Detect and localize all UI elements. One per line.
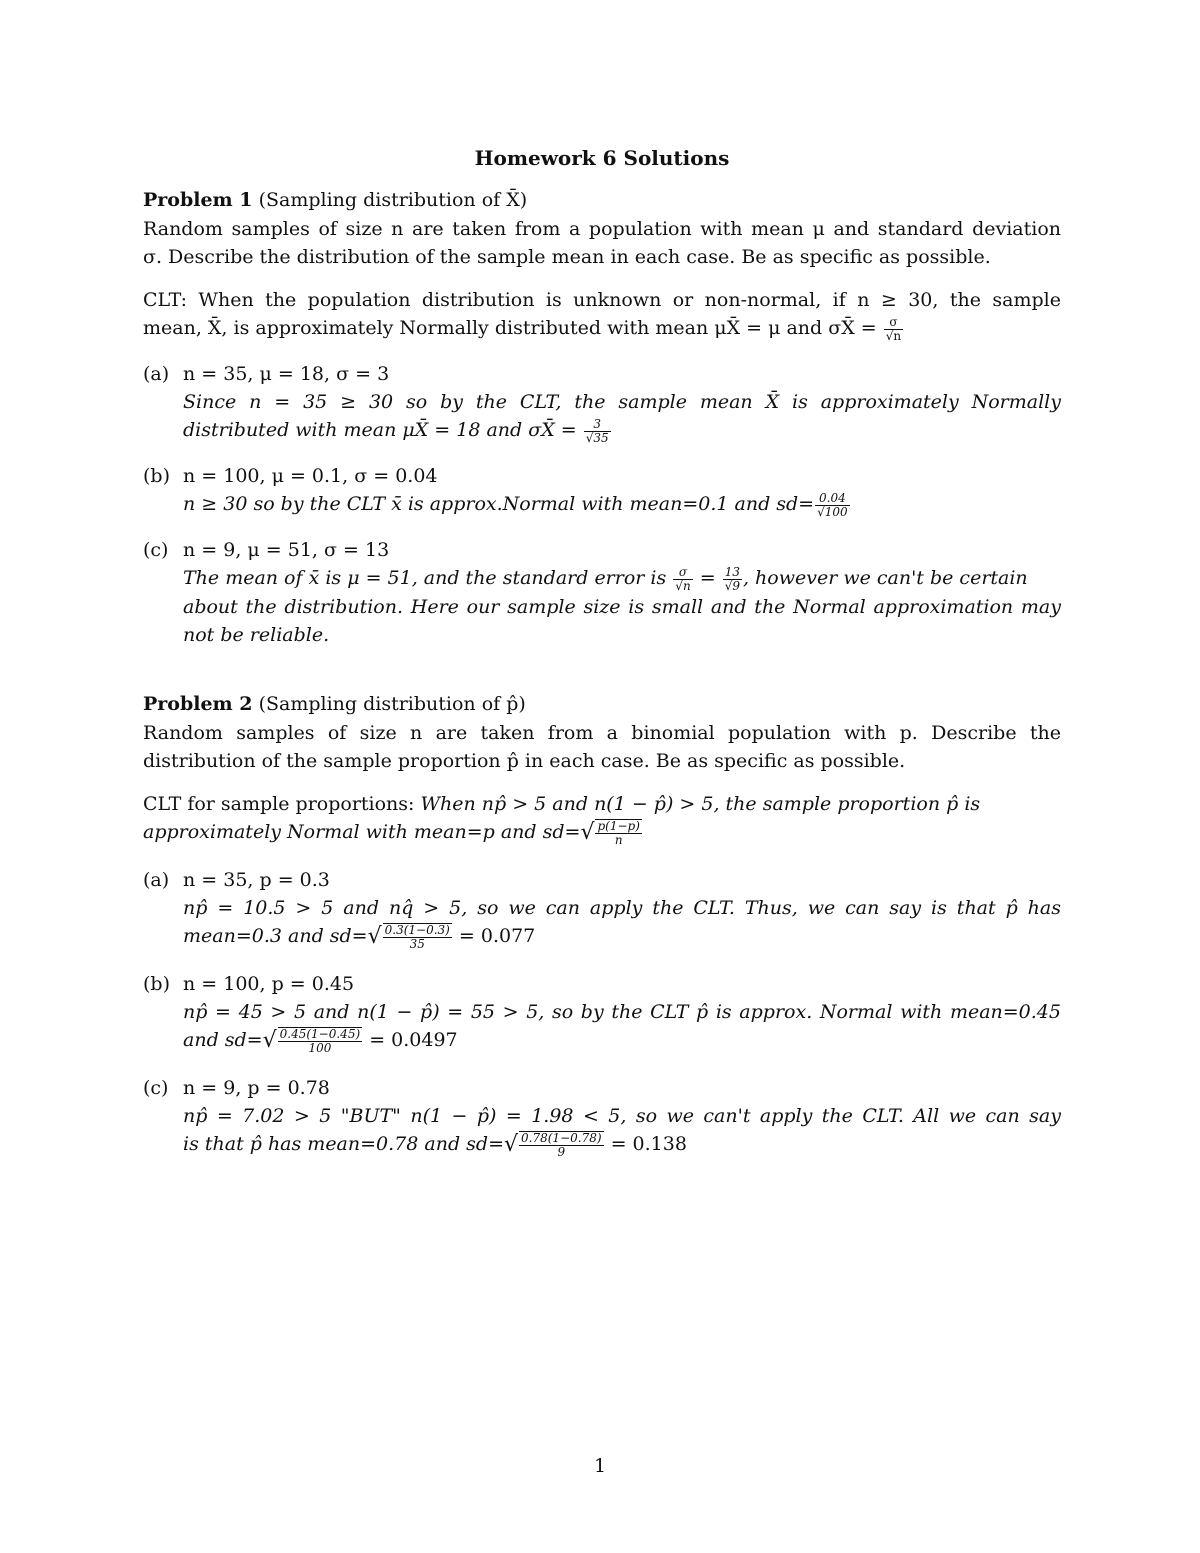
part-given: n = 35, p = 0.3: [183, 869, 330, 891]
problem2-clt-line1: [143, 790, 1061, 818]
part-label: (a): [143, 363, 170, 385]
problem1-heading-rest: (Sampling distribution of X̄): [258, 189, 528, 211]
solution-line1: np̂ = 10.5 > 5 and nq̂ > 5, so we can apply the CLT. Thus, we can say is that p̂ has: [183, 897, 1061, 919]
problem2-clt-statement: When np̂ > 5 and n(1 − p̂) > 5, the sample proportion p̂ is: [420, 793, 981, 815]
solution-fraction-1: [673, 566, 692, 593]
solution-fraction: [383, 923, 452, 951]
fraction-denominator: 9: [557, 1145, 566, 1159]
fraction-numerator: 0.04: [815, 492, 850, 506]
problem1-intro-line2: σ. Describe the distribution of the sample mean in each case. Be as specific as possible.: [143, 246, 991, 268]
problem2-heading-bold: Problem 2: [143, 693, 253, 715]
solution-result: = 0.077: [458, 925, 536, 947]
solution-fraction: [584, 418, 611, 445]
part-given: n = 9, p = 0.78: [183, 1077, 330, 1099]
problem2-clt-label: CLT for sample proportions:: [143, 793, 415, 815]
part-given: n = 100, μ = 0.1, σ = 0.04: [183, 465, 438, 487]
fraction-numerator: 3: [584, 418, 611, 432]
problem1-heading: [143, 186, 1061, 214]
fraction-denominator: 100: [308, 1041, 332, 1055]
solution-line2-text: is that p̂ has mean=0.78 and sd=: [183, 1133, 504, 1155]
problem2-heading: [143, 690, 1061, 718]
part-label: (b): [143, 973, 170, 995]
part-label: (c): [143, 539, 169, 561]
solution-line3: not be reliable.: [183, 623, 330, 646]
problem1-intro: [143, 215, 1061, 271]
solution-fraction: [519, 1131, 604, 1159]
fraction-numerator: 0.45(1−0.45): [279, 1027, 361, 1041]
problem2-intro-line2: distribution of the sample proportion p̂ in each case. Be as specific as possible.: [143, 750, 906, 772]
problem1-clt-line2: [143, 314, 1061, 343]
fraction-numerator: p(1−p): [597, 819, 640, 833]
part-given: n = 9, μ = 51, σ = 13: [183, 539, 390, 561]
solution-line1-text: The mean of x̄ is μ = 51, and the standard error is: [183, 567, 667, 589]
part-given: n = 100, p = 0.45: [183, 973, 355, 995]
solution-line2: [183, 1130, 1061, 1159]
solution-fraction: [815, 492, 850, 519]
solution-line2-text: distributed with mean μX̄ = 18 and σX̄ =: [183, 419, 577, 441]
fraction-denominator: √n: [675, 578, 691, 593]
solution-line1: [183, 490, 1061, 519]
equals-sign: =: [699, 567, 716, 589]
fraction-denominator: n: [614, 833, 623, 847]
solution-line2: about the distribution. Here our sample size is small and the Normal approximation may: [183, 595, 1061, 618]
problem2-intro: [143, 719, 1061, 775]
solution-line1: np̂ = 7.02 > 5 "BUT" n(1 − p̂) = 1.98 < 5, so we can't apply the CLT. All we can say: [183, 1105, 1061, 1127]
fraction-numerator: σ: [673, 566, 692, 580]
solution-line2: [183, 1026, 1061, 1055]
sqrt-symbol: √: [262, 1028, 277, 1053]
problem2-clt-line2-text: approximately Normal with mean=p and sd=: [143, 821, 581, 843]
part-given: n = 35, μ = 18, σ = 3: [183, 363, 390, 385]
problem1-clt: [143, 286, 1061, 343]
sqrt-symbol: √: [367, 924, 382, 949]
solution-line1-text: n ≥ 30 so by the CLT x̄ is approx.Normal with mean=0.1 and sd=: [183, 493, 815, 515]
problem1-heading-bold: Problem 1: [143, 189, 253, 211]
problem2-clt-line2: [143, 818, 1061, 847]
sqrt-symbol: √: [580, 820, 595, 845]
fraction-denominator: √n: [885, 328, 902, 343]
problem2-clt-fraction: [595, 819, 641, 847]
fraction-numerator: 0.3(1−0.3): [384, 923, 450, 937]
solution-line2: [183, 416, 1061, 445]
problem2-intro-line1: Random samples of size n are taken from a binomial population with p. Describe the: [143, 722, 1061, 744]
sqrt-symbol: √: [504, 1132, 519, 1157]
solution-line2: [183, 922, 1061, 951]
solution-result: = 0.0497: [369, 1029, 458, 1051]
problem1-clt-line1: CLT: When the population distribution is unknown or non-normal, if n ≥ 30, the sample: [143, 289, 1061, 311]
fraction-denominator: 35: [409, 937, 425, 951]
problem1-clt-fraction: [884, 316, 903, 343]
solution-fraction: [278, 1027, 363, 1055]
problem1-intro-line1: Random samples of size n are taken from a population with mean μ and standard deviation: [143, 218, 1061, 240]
solution-line1-tail: , however we can't be certain: [742, 567, 1028, 589]
part-label: (c): [143, 1077, 169, 1099]
fraction-denominator: √100: [817, 504, 848, 519]
page-title: Homework 6 Solutions: [474, 146, 730, 170]
problem1-clt-line2-text: mean, X̄, is approximately Normally distributed with mean μX̄ = μ and σX̄ =: [143, 317, 877, 339]
solution-fraction-2: [723, 566, 742, 593]
solution-result: = 0.138: [610, 1133, 687, 1155]
fraction-numerator: σ: [884, 316, 903, 330]
problem2-heading-rest: (Sampling distribution of p̂): [258, 693, 526, 715]
fraction-numerator: 0.78(1−0.78): [521, 1131, 602, 1145]
part-label: (b): [143, 465, 170, 487]
solution-line1: [183, 564, 1061, 593]
problem2-clt: [143, 790, 1061, 847]
solution-line1: Since n = 35 ≥ 30 so by the CLT, the sample mean X̄ is approximately Normally: [183, 391, 1061, 413]
fraction-denominator: √9: [724, 578, 740, 593]
fraction-denominator: √35: [585, 430, 609, 445]
fraction-numerator: 13: [724, 564, 740, 579]
solution-line2-text: mean=0.3 and sd=: [183, 925, 368, 947]
page-number: 1: [593, 1455, 607, 1477]
solution-line1: np̂ = 45 > 5 and n(1 − p̂) = 55 > 5, so by the CLT p̂ is approx. Normal with mean=0.45: [183, 1001, 1061, 1023]
solution-line2-text: and sd=: [183, 1029, 263, 1051]
part-label: (a): [143, 869, 170, 891]
